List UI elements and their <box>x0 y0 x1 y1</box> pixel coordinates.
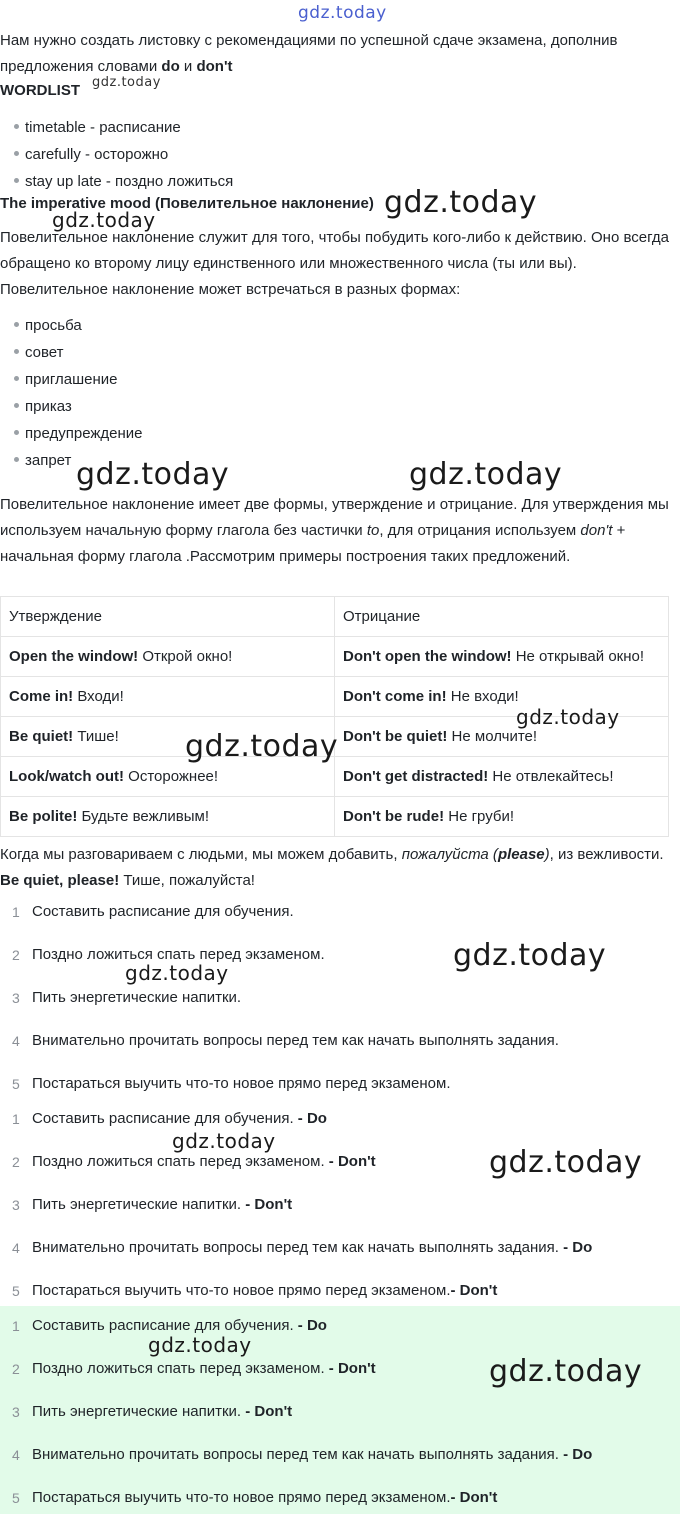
form-item: просьба <box>14 313 82 339</box>
wordlist-heading: WORDLIST <box>0 82 80 99</box>
bullet-icon <box>14 457 19 462</box>
table-header-cell: Отрицание <box>335 597 669 637</box>
watermark: gdz.today <box>92 75 161 90</box>
list-item: 1 Составить расписание для обучения. - Do <box>12 1317 327 1334</box>
wordlist-item: carefully - осторожно <box>14 142 168 168</box>
wordlist-item: stay up late - поздно ложиться <box>14 169 233 195</box>
watermark: gdz.today <box>384 185 538 220</box>
affirmative-cell: Be polite! Будьте вежливым! <box>1 797 335 837</box>
watermark: gdz.today <box>298 3 387 23</box>
bullet-icon <box>14 376 19 381</box>
list-item: 5 Постараться выучить что-то новое прямо перед экзаменом.- Don't <box>12 1282 498 1299</box>
list-item: 3 Пить энергетические напитки. <box>12 989 242 1006</box>
answers-list <box>0 1106 680 1321</box>
affirmative-cell: Open the window! Открой окно! <box>1 637 335 677</box>
affirmative-cell: Look/watch out! Осторожнее! <box>1 757 335 797</box>
watermark: gdz.today <box>453 938 607 973</box>
table-row <box>1 637 669 677</box>
watermark: gdz.today <box>76 457 230 492</box>
list-item: 2 Поздно ложиться спать перед экзаменом. - Don't <box>12 1153 376 1170</box>
form-item: совет <box>14 340 64 366</box>
watermark: gdz.today <box>489 1145 643 1180</box>
watermark: gdz.today <box>148 1333 252 1357</box>
bullet-icon <box>14 322 19 327</box>
list-item: 4 Внимательно прочитать вопросы перед тем как начать выполнять задания. - Do <box>12 1239 593 1256</box>
wordlist-item: timetable - расписание <box>14 115 181 141</box>
negative-cell: Don't be rude! Не груби! <box>335 797 669 837</box>
watermark: gdz.today <box>125 961 229 985</box>
list-item: 2 Поздно ложиться спать перед экзаменом. - Don't <box>12 1360 376 1377</box>
bullet-icon <box>14 430 19 435</box>
politeness-paragraph: Когда мы разговариваем с людьми, мы можем добавить, пожалуйста (please), из вежливости. Be quiet, please! Тише, пожалуйста! <box>0 846 664 889</box>
table-header-cell: Утверждение <box>1 597 335 637</box>
watermark: gdz.today <box>172 1129 276 1153</box>
list-item: 4 Внимательно прочитать вопросы перед тем как начать выполнять задания. <box>12 1032 559 1049</box>
negative-cell: Don't get distracted! Не отвлекайтесь! <box>335 757 669 797</box>
watermark: gdz.today <box>185 729 339 764</box>
table-header-row <box>1 597 669 637</box>
list-item: 3 Пить энергетические напитки. - Don't <box>12 1403 293 1420</box>
form-item: приглашение <box>14 367 117 393</box>
list-item: 1 Составить расписание для обучения. <box>12 903 294 920</box>
watermark: gdz.today <box>516 705 620 729</box>
intro-paragraph: Нам нужно создать листовку с рекомендациями по успешной сдаче экзамена, дополнив предложения словами do и don't <box>0 32 618 75</box>
negative-cell: Don't be quiet! Не молчите! <box>335 717 669 757</box>
table-row <box>1 797 669 837</box>
list-item: 2 Поздно ложиться спать перед экзаменом. <box>12 946 325 963</box>
negative-cell: Don't come in! Не входи! <box>335 677 669 717</box>
imperative-heading: The imperative mood (Повелительное наклонение) <box>0 195 374 212</box>
watermark: gdz.today <box>52 208 156 232</box>
form-item: запрет <box>14 448 71 474</box>
bullet-icon <box>14 349 19 354</box>
form-item: приказ <box>14 394 72 420</box>
watermark: gdz.today <box>489 1354 643 1389</box>
forms-paragraph: Повелительное наклонение имеет две формы, утверждение и отрицание. Для утверждения мы используем начальную форму глагола без частички to, для отрицания используем don't + начальная форму глагола .Рассмотрим примеры построения таких предложений. <box>0 496 669 565</box>
bullet-icon <box>14 403 19 408</box>
form-item: предупреждение <box>14 421 143 447</box>
imperative-paragraph: Повелительное наклонение служит для того, чтобы побудить кого-либо к действию. Оно всегда обращено ко второму лицу единственного или множественного числа (ты или вы). Повелительное наклонение может встречаться в разных формах: <box>0 229 669 298</box>
bullet-icon <box>14 124 19 129</box>
affirmative-cell: Come in! Входи! <box>1 677 335 717</box>
task-list <box>0 899 680 1114</box>
final-answers-list <box>0 1313 680 1528</box>
watermark: gdz.today <box>409 457 563 492</box>
list-item: 4 Внимательно прочитать вопросы перед тем как начать выполнять задания. - Do <box>12 1446 593 1463</box>
bullet-icon <box>14 178 19 183</box>
bullet-icon <box>14 151 19 156</box>
list-item: 3 Пить энергетические напитки. - Don't <box>12 1196 293 1213</box>
affirmative-cell: Be quiet! Тише! <box>1 717 335 757</box>
list-item: 1 Составить расписание для обучения. - Do <box>12 1110 327 1127</box>
list-item: 5 Постараться выучить что-то новое прямо перед экзаменом. <box>12 1075 451 1092</box>
negative-cell: Don't open the window! Не открывай окно! <box>335 637 669 677</box>
list-item: 5 Постараться выучить что-то новое прямо перед экзаменом.- Don't <box>12 1489 498 1506</box>
